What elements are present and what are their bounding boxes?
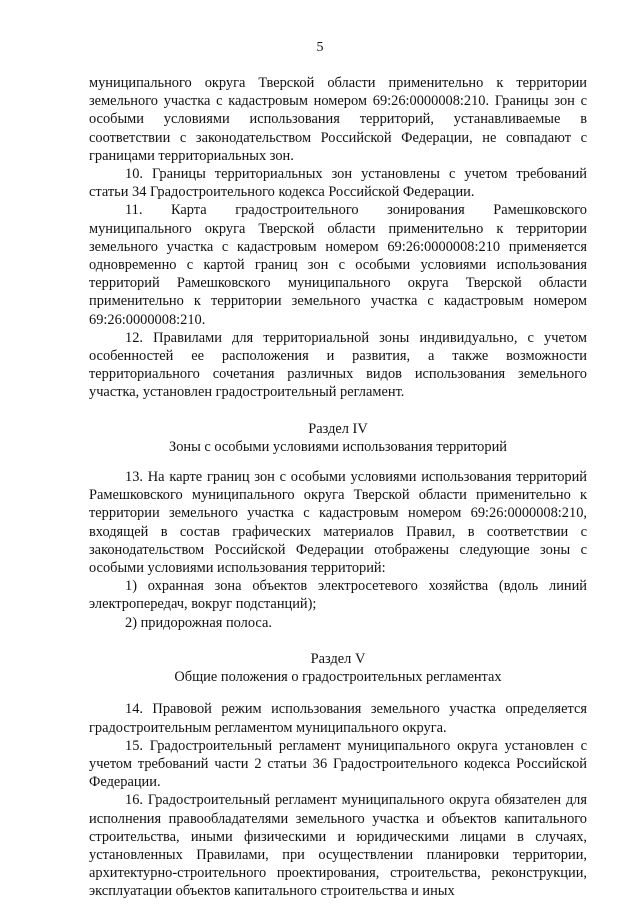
paragraph-continued: муниципального округа Тверской области применительно к территории земельного участка с кадастровым номером 69:26:0000008:210. Границы зон с особыми условиями использования территорий, устанавливаемые в соответствии с законодательством Российской Федерации, не совпадают с границами территориальных зон. <box>89 75 587 164</box>
paragraph-13: 13. На карте границ зон с особыми условиями использования территорий Рамешковского муниципального округа Тверской области применительно к территории земельного участка с кадастровым номером 69:26:0000008:210, входящей в состав графических материалов Правил, в соответствии с законодательством Российской Федерации отображены следующие зоны с особыми условиями использования территорий: <box>89 469 587 577</box>
paragraph-10: 10. Границы территориальных зон установлены с учетом требований статьи 34 Градостроительного кодекса Российской Федерации. <box>89 166 587 201</box>
section-5-title: Общие положения о градостроительных регламентах <box>174 669 502 686</box>
list-item-1: 1) охранная зона объектов электросетевого хозяйства (вдоль линий электропередач, вокруг подстанций); <box>89 578 587 613</box>
section-4-title: Зоны с особыми условиями использования территорий <box>169 438 507 455</box>
paragraph-14: 14. Правовой режим использования земельного участка определяется градостроительным регламентом муниципального округа. <box>89 701 587 736</box>
page-number: 5 <box>316 40 324 55</box>
section-4-heading: Раздел IV <box>308 420 368 437</box>
paragraph-16: 16. Градостроительный регламент муниципального округа обязателен для исполнения правообладателями земельного участка и объектов капитального строительства, иными физическими и юридическими лицами в случаях, установленных Правилами, при осуществлении планировки территории, архитектурно-строительного проектирования, строительства, реконструкции, эксплуатации объектов капитального строительства и иных <box>89 792 587 900</box>
document-body <box>89 74 587 901</box>
paragraph-11: 11. Карта градостроительного зонирования Рамешковского муниципального округа Тверской области применительно к территории земельного участка с кадастровым номером 69:26:0000008:210 применяется одновременно с картой границ зон с особыми условиями использования территорий Рамешковского муниципального округа Тверской области применительно к территории земельного участка с кадастровым номером 69:26:0000008:210. <box>89 202 587 328</box>
section-5-heading: Раздел V <box>310 650 366 667</box>
list-item-2: 2) придорожная полоса. <box>125 614 272 631</box>
paragraph-15: 15. Градостроительный регламент муниципального округа установлен с учетом требований части 2 статьи 36 Градостроительного кодекса Российской Федерации. <box>89 737 587 791</box>
paragraph-12: 12. Правилами для территориальной зоны индивидуально, с учетом особенностей ее расположения и развития, а также возможности территориального сочетания различных видов использования земельного участка, установлен градостроительный регламент. <box>89 329 587 401</box>
